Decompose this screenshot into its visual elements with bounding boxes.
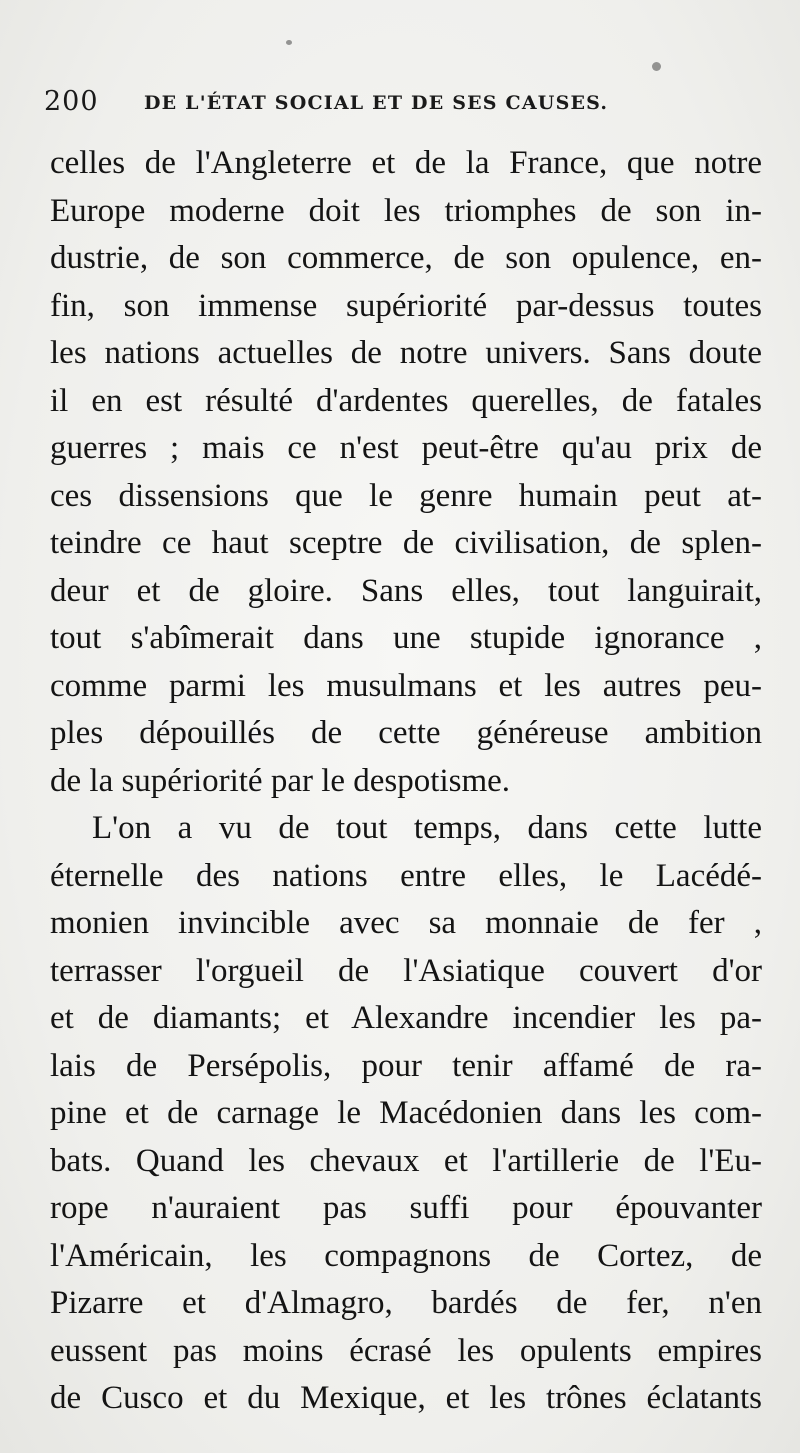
page-number: 200	[44, 86, 99, 117]
text-line: pine et de carnage le Macédonien dans les com-	[50, 1095, 762, 1131]
text-line: ples dépouillés de cette généreuse ambition	[50, 715, 762, 751]
text-line: fin, son immense supériorité par-dessus toutes	[50, 287, 762, 324]
text-line: monien invincible avec sa monnaie de fer ,	[50, 905, 762, 941]
text-line: rope n'auraient pas suffi pour épouvanter	[50, 1190, 762, 1226]
text-line: éternelle des nations entre elles, le Lacédé-	[50, 857, 762, 894]
page-header	[44, 86, 764, 126]
text-line: ces dissensions que le genre humain peut at-	[50, 477, 762, 514]
text-line: celles de l'Angleterre et de la France, que notre	[50, 145, 762, 181]
text-line: comme parmi les musulmans et les autres peu-	[50, 667, 762, 704]
body-text	[50, 140, 762, 1423]
text-line: dustrie, de son commerce, de son opulence, en-	[50, 240, 762, 276]
text-line-paragraph-end: de la supériorité par le despotisme.	[50, 762, 511, 799]
text-line: Europe moderne doit les triomphes de son in-	[50, 192, 762, 229]
text-line: les nations actuelles de notre univers. Sans doute	[50, 335, 762, 371]
text-line: Pizarre et d'Almagro, bardés de fer, n'en	[50, 1285, 762, 1321]
text-line: bats. Quand les chevaux et l'artillerie de l'Eu-	[50, 1142, 762, 1179]
text-line: tout s'abîmerait dans une stupide ignorance ,	[50, 620, 762, 656]
text-line: deur et de gloire. Sans elles, tout languirait,	[50, 572, 762, 609]
text-line: terrasser l'orgueil de l'Asiatique couvert d'or	[50, 952, 762, 989]
text-line: et de diamants; et Alexandre incendier les pa-	[50, 1000, 762, 1036]
text-line: teindre ce haut sceptre de civilisation, de splen-	[50, 525, 762, 561]
text-line-paragraph-start: L'on a vu de tout temps, dans cette lutte	[92, 810, 762, 846]
running-head: DE L'ÉTAT SOCIAL ET DE SES CAUSES.	[144, 92, 609, 114]
text-line: lais de Persépolis, pour tenir affamé de ra-	[50, 1047, 762, 1084]
ink-speck	[652, 62, 661, 71]
text-line: de Cusco et du Mexique, et les trônes éclatants	[50, 1380, 762, 1416]
ink-speck	[286, 40, 292, 45]
text-line: il en est résulté d'ardentes querelles, de fatales	[50, 382, 762, 419]
text-line: eussent pas moins écrasé les opulents empires	[50, 1332, 762, 1369]
text-line: l'Américain, les compagnons de Cortez, de	[50, 1237, 762, 1274]
text-line: guerres ; mais ce n'est peut-être qu'au prix de	[50, 430, 762, 466]
